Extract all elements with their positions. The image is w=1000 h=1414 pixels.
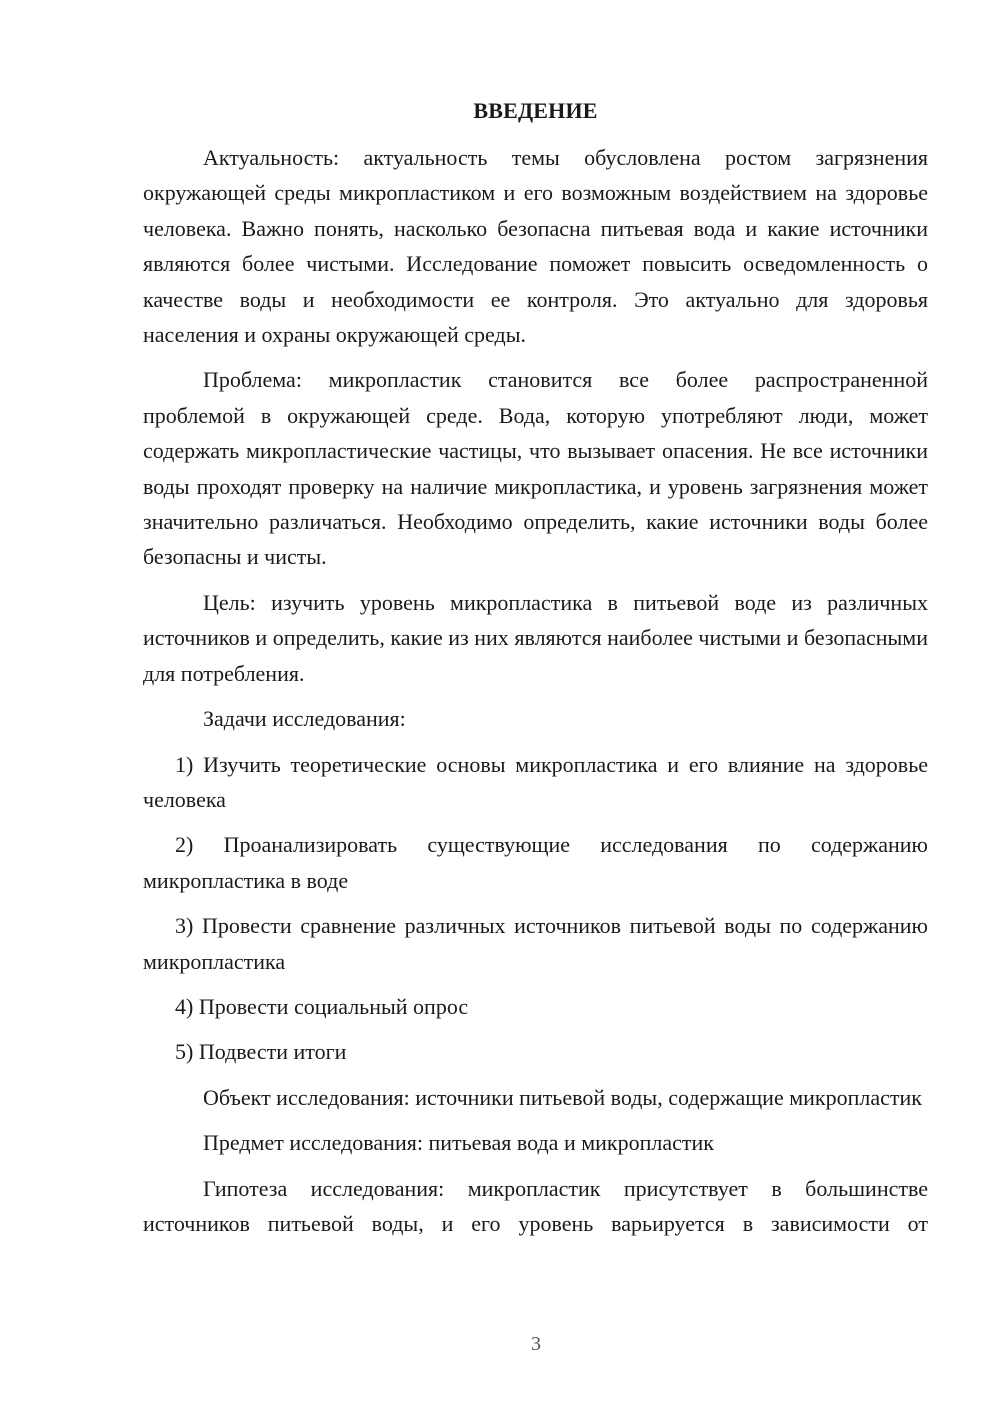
task-item-2: 2) Проанализировать существующие исследования по содержанию микропластика в воде xyxy=(143,832,928,893)
task-item-5: 5) Подвести итоги xyxy=(175,1039,347,1065)
paragraph-subject: Предмет исследования: питьевая вода и микропластик xyxy=(203,1130,714,1156)
document-page xyxy=(143,96,928,1241)
paragraph-hypothesis: Гипотеза исследования: микропластик присутствует в большинстве источников питьевой воды, и его уровень варьируется в зависимости от xyxy=(143,1175,928,1236)
page-title: ВВЕДЕНИЕ xyxy=(473,98,598,123)
task-item-1: 1) Изучить теоретические основы микропластика и его влияние на здоровье человека xyxy=(143,751,928,812)
paragraph-relevance: Актуальность: актуальность темы обусловлена ростом загрязнения окружающей среды микропластиком и его возможным воздействием на здоровье человека. Важно понять, насколько безопасна питьевая вода и какие источники являются более чистыми. Исследование поможет повысить осведомленность о качестве воды и необходимости ее контроля. Это актуально для здоровья населения и охраны окружающей среды. xyxy=(143,145,928,348)
paragraph-object: Объект исследования: источники питьевой воды, содержащие микропластик xyxy=(203,1084,922,1110)
page-number: 3 xyxy=(531,1333,541,1355)
task-item-4: 4) Провести социальный опрос xyxy=(175,993,469,1019)
task-item-3: 3) Провести сравнение различных источников питьевой воды по содержанию микропластика xyxy=(143,913,928,974)
tasks-heading: Задачи исследования: xyxy=(203,706,406,732)
paragraph-goal: Цель: изучить уровень микропластика в питьевой воде из различных источников и определить, какие из них являются наиболее чистыми и безопасными для потребления. xyxy=(143,589,928,686)
paragraph-problem: Проблема: микропластик становится все более распространенной проблемой в окружающей среде. Вода, которую употребляют люди, может содержать микропластические частицы, что вызывает опасения. Не все источники воды проходят проверку на наличие микропластика, и уровень загрязнения может значительно различаться. Необходимо определить, какие источники воды более безопасны и чисты. xyxy=(143,367,928,570)
